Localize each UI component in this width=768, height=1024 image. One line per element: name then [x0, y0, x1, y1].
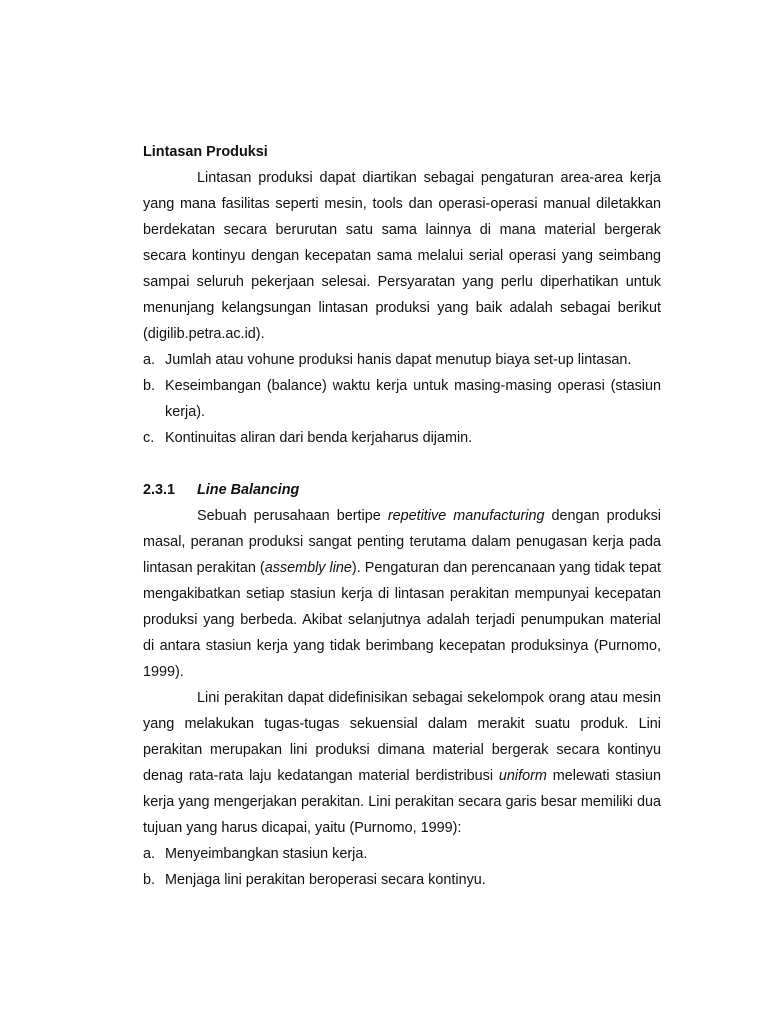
list-item [143, 867, 661, 893]
list-marker: a. [143, 846, 156, 862]
text-run: dengan produksi masal, peranan produksi sangat penting terutama dalam penugasan kerja pada lintasan perakitan ( [143, 508, 661, 576]
list-marker: b. [143, 378, 156, 394]
list-item-text: Menyeimbangkan stasiun kerja. [165, 846, 368, 862]
text-run: ). Pengaturan dan perencanaan yang tidak tepat mengakibatkan setiap stasiun kerja di lintasan perakitan mempunyai kecepatan produksi yang berbeda. Akibat selanjutnya adalah terjadi penumpukan material di antara stasiun kerja yang tidak berimbang kecepatan produksinya (Purnomo, 1999). [143, 560, 662, 680]
list-item [143, 347, 661, 373]
list-marker: c. [143, 430, 155, 446]
list-item [143, 425, 661, 451]
text-run: melewati stasiun kerja yang mengerjakan perakitan. Lini perakitan secara garis besar memiliki dua tujuan yang harus dicapai, yaitu (Purnomo, 1999): [143, 768, 661, 836]
emphasis-repetitive-manufacturing: repetitive manufacturing [387, 508, 545, 524]
list-persyaratan [143, 347, 661, 451]
list-item [143, 373, 661, 425]
text-run: Sebuah perusahaan bertipe [197, 508, 388, 524]
list-tujuan [143, 841, 661, 893]
list-item-text: Menjaga lini perakitan beroperasi secara kontinyu. [165, 872, 486, 888]
list-item-text: Kontinuitas aliran dari benda kerjaharus dijamin. [165, 430, 473, 446]
list-item [143, 841, 661, 867]
section-title: Line Balancing [197, 482, 300, 498]
section-heading-line-balancing [143, 477, 661, 503]
paragraph-lintasan-produksi: Lintasan produksi dapat diartikan sebagai pengaturan area-area kerja yang mana fasilitas seperti mesin, tools dan operasi-operasi manual diletakkan berdekatan secara berurutan satu sama lainnya di mana material bergerak secara kontinyu dengan kecepatan sama melalui serial operasi yang seimbang sampai seluruh pekerjaan selesai. Persyaratan yang perlu diperhatikan untuk menunjang kelangsungan lintasan produksi yang baik adalah sebagai berikut (digilib.petra.ac.id). [143, 170, 661, 342]
list-item-text: Jumlah atau vohune produksi hanis dapat menutup biaya set-up lintasan. [165, 352, 632, 368]
emphasis-uniform: uniform [498, 768, 547, 784]
paragraph-line-balancing-1 [143, 503, 661, 685]
paragraph-line-balancing-2 [143, 685, 661, 841]
emphasis-assembly-line: assembly line [264, 560, 352, 576]
document-page [143, 139, 661, 893]
text-run: Lini perakitan dapat didefinisikan sebagai sekelompok orang atau mesin yang melakukan tugas-tugas sekuensial dalam merakit suatu produk. Lini perakitan merupakan lini produksi dimana material bergerak secara kontinyu denag rata-rata laju kedatangan material berdistribusi [143, 690, 661, 784]
section-heading-lintasan-produksi: Lintasan Produksi [143, 144, 268, 160]
list-item-text: Keseimbangan (balance) waktu kerja untuk masing-masing operasi (stasiun kerja). [165, 378, 661, 420]
list-marker: b. [143, 872, 156, 888]
list-marker: a. [143, 352, 156, 368]
section-number: 2.3.1 [143, 482, 176, 498]
